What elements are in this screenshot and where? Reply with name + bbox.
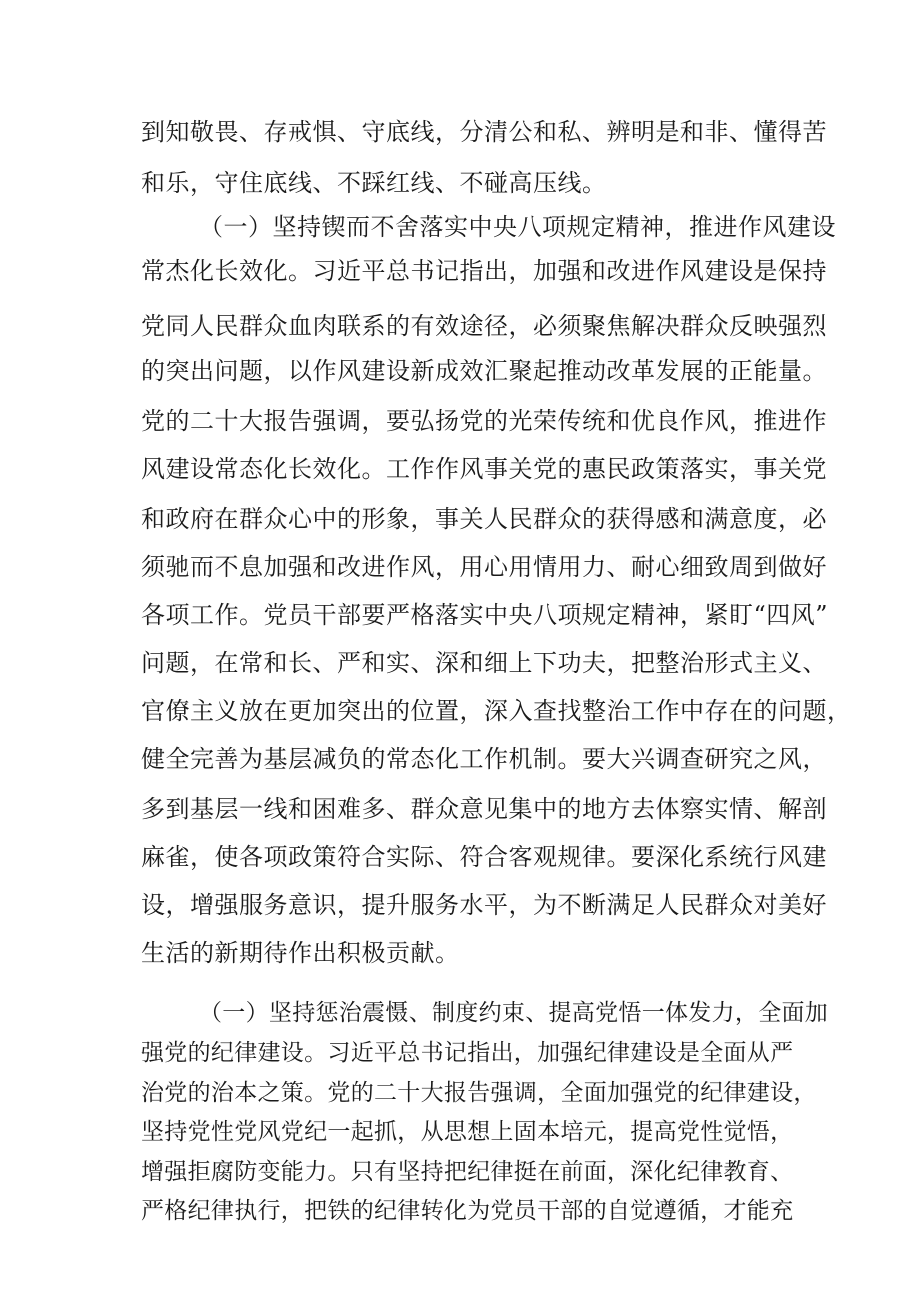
section2-line-2: 强党的纪律建设。习近平总书记指出，加强纪律建设是全面从严 [141,1040,794,1066]
section2-line-3: 治党的治本之策。党的二十大报告强调，全面加强党的纪律建设， [141,1080,817,1106]
section1-line-13: 多到基层一线和困难多、群众意见集中的地方去体察实情、解剖 [141,795,827,823]
section1-line-4: 的突出问题，以作风建设新成效汇聚起推动改革发展的正能量。 [141,357,827,385]
section1-line-11: 官僚主义放在更加突出的位置，深入查找整治工作中存在的问题， [141,697,852,725]
section1-line-1: （一）坚持锲而不舍落实中央八项规定精神，推进作风建设 [199,213,836,241]
intro-line-2: 和乐，守住底线、不踩红线、不碰高压线。 [141,169,607,197]
section1-line-9: 各项工作。党员干部要严格落实中央八项规定精神，紧盯“四风” [141,601,829,629]
section1-line-10: 问题，在常和长、严和实、深和细上下功夫，把整治形式主义、 [141,649,827,677]
section1-line-16: 生活的新期待作出积极贡献。 [141,939,460,967]
section1-line-14: 麻雀，使各项政策符合实际、符合客观规律。要深化系统行风建 [141,843,827,871]
section2-line-5: 增强拒腐防变能力。只有坚持把纪律挺在前面，深化纪律教育、 [141,1159,794,1185]
section2-line-4: 坚持党性党风党纪一起抓，从思想上固本培元，提高党性觉悟， [141,1119,794,1145]
section1-line-12: 健全完善为基层减负的常态化工作机制。要大兴调查研究之风， [141,745,827,773]
section2-line-1: （一）坚持惩治震慑、制度约束、提高党悟一体发力，全面加 [199,1000,829,1026]
section1-line-3: 党同人民群众血肉联系的有效途径，必须聚焦解决群众反映强烈 [141,312,827,340]
section1-line-15: 设，增强服务意识，提升服务水平，为不断满足人民群众对美好 [141,891,827,919]
section1-line-5: 党的二十大报告强调，要弘扬党的光荣传统和优良作风，推进作 [141,407,827,435]
section1-line-8: 须驰而不息加强和改进作风，用心用情用力、耐心细致周到做好 [141,553,827,581]
section1-line-6: 风建设常态化长效化。工作作风事关党的惠民政策落实，事关党 [141,455,827,483]
section2-line-6: 严格纪律执行，把铁的纪律转化为党员干部的自觉遵循，才能充 [141,1198,794,1224]
section1-line-7: 和政府在群众心中的形象，事关人民群众的获得感和满意度，必 [141,505,827,533]
intro-line-1: 到知敬畏、存戒惧、守底线，分清公和私、辨明是和非、懂得苦 [141,118,827,146]
section1-line-2: 常杰化长效化。习近平总书记指出，加强和改进作风建设是保持 [141,257,827,285]
